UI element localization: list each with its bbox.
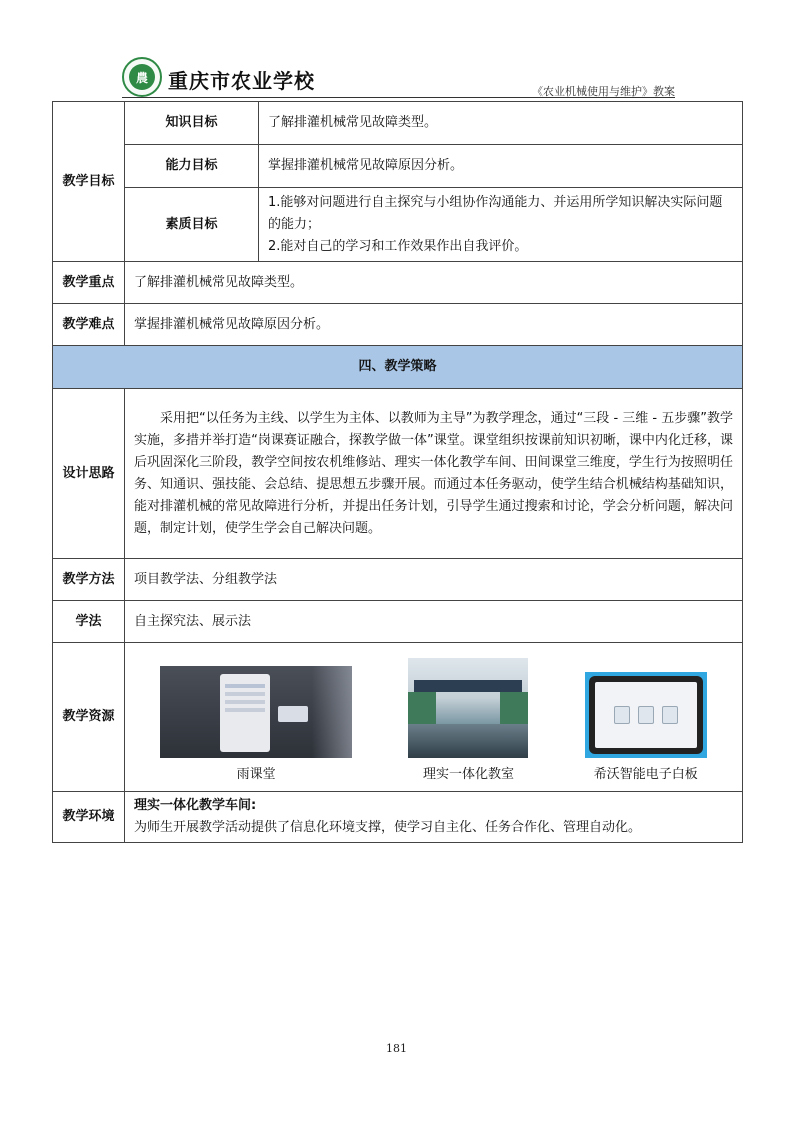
design-text: 采用把“以任务为主线、以学生为主体、以教师为主导”为教学理念，通过“三段 - 三维 - 五步骤”教学实施，多措并举打造“岗课赛证融合，探教学做一体”课堂。课堂组织按课前知识初晰，课中内化迁移，课后巩固深化三阶段，教学空间按农机维修站、理实一体化教学车间、田间课堂三维度，学生行为按照明任务、知通识、强技能、会总结、提思想五步骤开展。而通过本任务驱动，使学生结合机械结构基础知识，能对排灌机械的常见故障进行分析，并提出任务计划，引导学生通过搜索和讨论，学会分析问题，解决问题，制定计划，使学生学会自己解决问题。	[125, 389, 743, 559]
environment-label: 教学环境	[53, 792, 125, 843]
methods-text: 项目教学法、分组教学法	[125, 559, 743, 601]
resource-caption: 雨课堂	[236, 767, 276, 782]
key-point-text: 了解排灌机械常见故障类型。	[125, 262, 743, 304]
lesson-plan-table	[52, 101, 743, 843]
page-number: 181	[386, 1042, 407, 1055]
ability-objective-text: 掌握排灌机械常见故障原因分析。	[259, 145, 743, 188]
classroom-photo	[408, 658, 528, 758]
knowledge-objective-label: 知识目标	[125, 102, 259, 145]
design-label: 设计思路	[53, 389, 125, 559]
methods-label: 教学方法	[53, 559, 125, 601]
knowledge-objective-text: 了解排灌机械常见故障类型。	[259, 102, 743, 145]
logo-glyph: 農	[135, 70, 148, 85]
resource-item	[160, 666, 352, 786]
resources-cell	[125, 643, 743, 792]
tablet-app-icon	[638, 706, 654, 724]
difficulty-label: 教学难点	[53, 304, 125, 346]
tablet-app-icon	[614, 706, 630, 724]
quality-objective-line-1: 1.能够对问题进行自主探究与小组协作沟通能力、并运用所学知识解决实际问题的能力；	[268, 194, 723, 232]
course-title: 《农业机械使用与维护》教案	[532, 85, 675, 98]
quality-objective-text	[259, 188, 743, 262]
environment-text	[125, 792, 743, 843]
quality-objective-line-2: 2.能对自己的学习和工作效果作出自我评价。	[268, 238, 528, 254]
resources-label: 教学资源	[53, 643, 125, 792]
yuketang-screenshot	[160, 666, 352, 758]
quality-objective-label: 素质目标	[125, 188, 259, 262]
whiteboard-tablet-photo	[585, 672, 707, 758]
resource-caption: 理实一体化教室	[422, 767, 514, 782]
school-logo	[122, 57, 162, 97]
environment-title: 理实一体化教学车间:	[134, 798, 257, 813]
resources-gallery	[126, 644, 741, 790]
study-text: 自主探究法、展示法	[125, 601, 743, 643]
resource-caption: 希沃智能电子白板	[593, 767, 698, 782]
objectives-label: 教学目标	[53, 102, 125, 262]
ability-objective-label: 能力目标	[125, 145, 259, 188]
school-emblem-icon	[129, 64, 155, 90]
study-label: 学法	[53, 601, 125, 643]
tablet-app-icon	[662, 706, 678, 724]
resource-item	[408, 658, 528, 786]
difficulty-text: 掌握排灌机械常见故障原因分析。	[125, 304, 743, 346]
resource-item	[585, 672, 707, 786]
header-rule	[122, 97, 675, 98]
environment-description: 为师生开展教学活动提供了信息化环境支撑，使学习自主化、任务合作化、管理自动化。	[134, 820, 642, 835]
school-name: 重庆市农业学校	[168, 69, 315, 93]
strategy-section-title: 四、教学策略	[53, 346, 743, 389]
key-point-label: 教学重点	[53, 262, 125, 304]
